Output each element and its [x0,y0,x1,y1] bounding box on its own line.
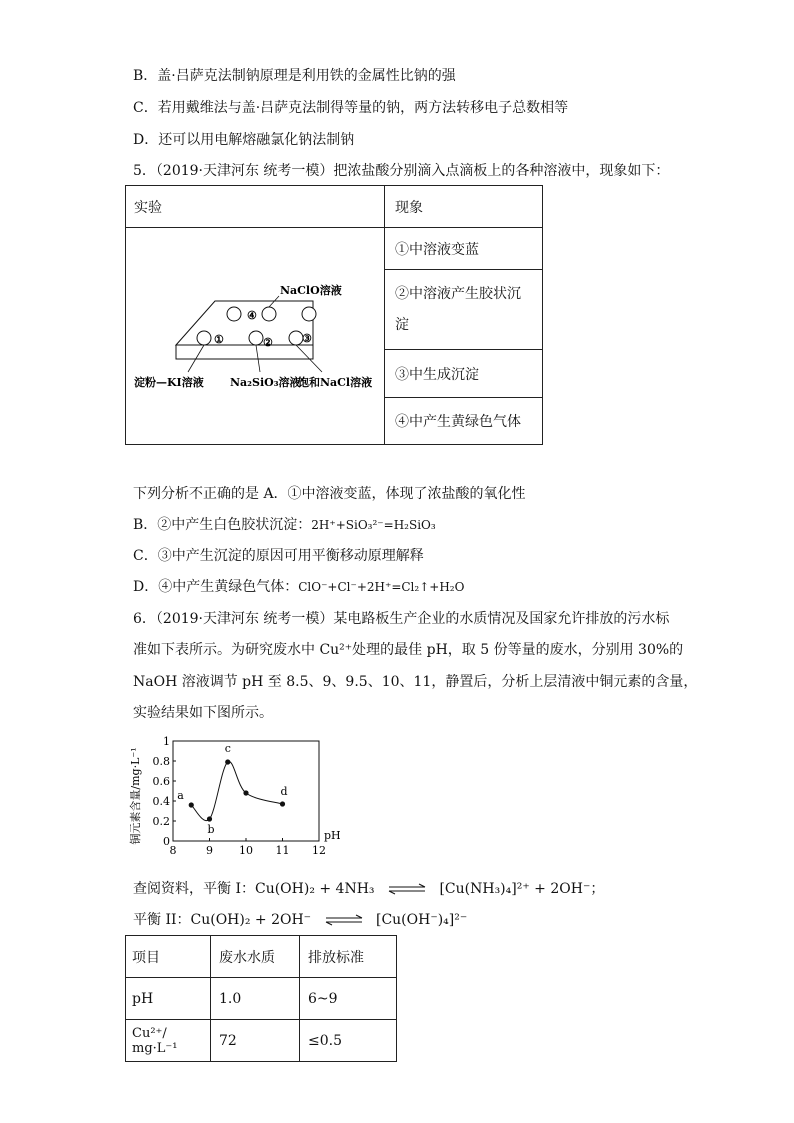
analysis-b [133,516,436,534]
table2-header-standard: 排放标准 [300,936,397,978]
well-1 [197,331,211,345]
water-quality-table [125,935,397,1062]
equilibrium-2-left: 平衡 II：Cu(OH)₂ + 2OH⁻ [133,912,312,928]
phenomenon-2 [385,270,543,350]
well-4 [262,307,276,321]
table2-header-item: 项目 [126,936,211,978]
analysis-c: C．③中产生沉淀的原因可用平衡移动原理解释 [133,548,424,564]
phenomenon-3: ③中生成沉淀 [385,350,543,398]
point-label: a [177,789,184,802]
chart-ylabel: 铜元素含量/mg·L⁻¹ [129,747,142,845]
phenomenon-1: ①中溶液变蓝 [385,228,543,270]
well-3 [289,331,303,345]
well-top-3 [302,307,316,321]
y-tick-label: 0.6 [152,775,170,788]
analysis-b-equation: 2H⁺+SiO₃²⁻=H₂SiO₃ [311,518,436,532]
spot-plate-diagram [126,228,384,444]
option-c-text: C．若用戴维法与盖·吕萨克法制得等量的钠，两方法转移电子总数相等 [133,100,569,116]
table-cell: 6~9 [300,978,397,1020]
point-label: b [207,823,215,836]
x-tick-label: 12 [312,844,326,857]
question-6-line-2: 准如下表所示。为研究废水中 Cu²⁺处理的最佳 pH，取 5 份等量的废水，分别用 30%的 [133,642,684,658]
y-tick-label: 0.8 [152,755,170,768]
equilibrium-2-right: [Cu(OH⁻)₄]²⁻ [375,912,468,928]
data-point [189,802,194,807]
table-cell: 1.0 [211,978,300,1020]
y-tick-label: 1 [163,735,170,748]
well-top-1 [227,307,241,321]
phenomenon-2-line1: ②中溶液产生胶状沉 [395,285,521,302]
table-cell: Cu²⁺/ mg·L⁻¹ [126,1020,211,1062]
analysis-a: 下列分析不正确的是 A．①中溶液变蓝，体现了浓盐酸的氧化性 [133,486,526,502]
analysis-d-equation: ClO⁻+Cl⁻+2H⁺=Cl₂↑+H₂O [298,580,465,594]
question-5-stem: 5．（2019·天津河东 统考一模）把浓盐酸分别滴入点滴板上的各种溶液中，现象如下： [133,163,670,179]
well-2 [249,331,263,345]
table-cell: ≤0.5 [300,1020,397,1062]
y-tick-label: 0 [163,835,170,848]
spot-plate-diagram-cell [126,228,385,445]
data-point [280,801,285,806]
table2-header-wastewater: 废水水质 [211,936,300,978]
chart-points [177,742,287,836]
analysis-d-prefix: D．④中产生黄绿色气体： [133,579,299,595]
mark-4: ④ [247,309,257,322]
equilibrium-1-left: 查阅资料，平衡 I：Cu(OH)₂ + 4NH₃ [133,881,375,897]
label-naclo: NaClO溶液 [280,284,342,297]
equilibrium-1 [133,880,604,898]
y-tick-label: 0.2 [152,815,170,828]
y-tick-label: 0.4 [152,795,170,808]
chart-curve [191,762,282,821]
data-point [243,790,248,795]
question-6-line-1: 6．（2019·天津河东 统考一模）某电路板生产企业的水质情况及国家允许排放的污水标 [133,611,670,627]
equilibrium-2 [133,911,467,929]
equilibrium-arrow-icon [387,883,427,895]
table-cell: 72 [211,1020,300,1062]
analysis-b-prefix: B．②中产生白色胶状沉淀： [133,517,312,533]
x-tick-label: 8 [169,844,177,857]
mark-1: ① [214,333,224,346]
equilibrium-1-right: [Cu(NH₃)₄]²⁺ + 2OH⁻； [439,881,605,897]
copper-content-chart [125,733,345,868]
phenomenon-4: ④中产生黄绿色气体 [385,398,543,445]
experiment-table [125,185,543,445]
label-ki: 淀粉—KI溶液 [134,376,204,389]
label-nacl: 饱和NaCl溶液 [298,376,373,389]
x-tick-label: 10 [239,844,253,857]
question-6-line-4: 实验结果如下图所示。 [133,705,273,721]
mark-3: ③ [302,332,312,345]
phenomenon-2-line2: 淀 [395,316,409,333]
header-phenomenon: 现象 [385,186,543,228]
point-label: c [224,742,231,755]
question-6-line-3: NaOH 溶液调节 pH 至 8.5、9、9.5、10、11，静置后，分析上层清液中铜元素的含量， [133,674,698,690]
table-cell: pH [126,978,211,1020]
data-point [207,816,212,821]
point-label: d [280,785,288,798]
equilibrium-arrow-icon [324,914,364,926]
chart-xlabel: pH [324,829,341,842]
label-na2sio3: Na₂SiO₃溶液 [230,376,301,389]
x-tick-label: 11 [275,844,290,857]
option-b-text: B．盖·吕萨克法制钠原理是利用铁的金属性比钠的强 [133,68,456,84]
x-tick-label: 9 [206,844,213,857]
header-experiment: 实验 [126,186,385,228]
mark-2: ② [263,336,273,349]
data-point [225,759,230,764]
option-d-text: D．还可以用电解熔融氯化钠法制钠 [133,132,355,148]
analysis-d [133,578,464,596]
